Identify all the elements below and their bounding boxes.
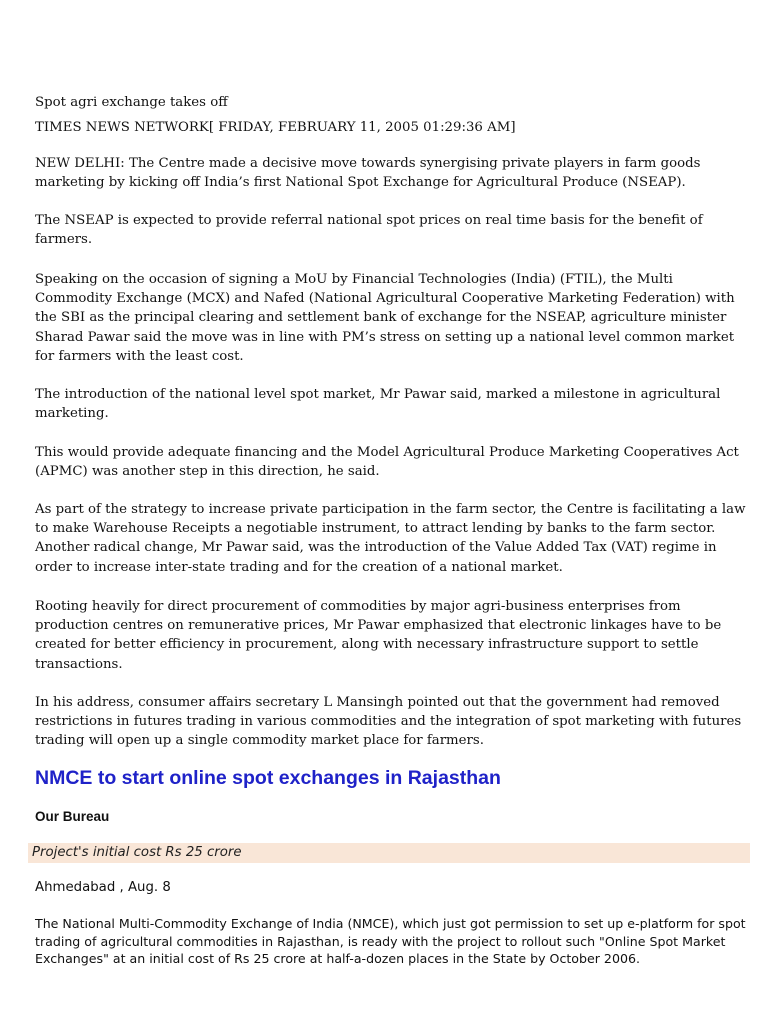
paragraph: The National Multi-Commodity Exchange of India (NMCE), which just got permission to set up e-platform for spot trading of agricultural commodities in Rajasthan, is ready with the project to rollout such "Online Spot Market Exchanges" at an initial cost of Rs 25 crore at half-a-dozen places in the State by October 2006. <box>35 916 746 967</box>
paragraph: Rooting heavily for direct procurement of commodities by major agri-business enterprises from production centres on remunerative prices, Mr Pawar emphasized that electronic linkages have to be created for better efficiency in procurement, along with necessary infrastructure support to settle transactions. <box>35 599 722 672</box>
paragraph: As part of the strategy to increase private participation in the farm sector, the Centre is facilitating a law to make Warehouse Receipts a negotiable instrument, to attract lending by banks to the farm sector. Another radical change, Mr Pawar said, was the introduction of the Value Added Tax (VAT) regime in order to increase inter-state trading and for the creation of a national market. <box>35 502 746 575</box>
paragraph: Speaking on the occasion of signing a MoU by Financial Technologies (India) (FTIL), the Multi Commodity Exchange (MCX) and Nafed (National Agricultural Cooperative Marketing Federation) with the SBI as the principal clearing and settlement bank of exchange for the NSEAP, agriculture minister Sharad Pawar said the move was in line with PM’s stress on setting up a national level common market for farmers with the least cost. <box>35 272 735 364</box>
article-placeline: Ahmedabad , Aug. 8 <box>35 880 171 895</box>
article-byline: Our Bureau <box>35 809 110 824</box>
paragraph: The introduction of the national level spot market, Mr Pawar said, marked a milestone in agricultural marketing. <box>35 387 721 422</box>
paragraph: The NSEAP is expected to provide referral national spot prices on real time basis for the benefit of farmers. <box>35 213 703 248</box>
article-kicker: Spot agri exchange takes off <box>35 95 228 110</box>
paragraph: This would provide adequate financing and the Model Agricultural Produce Marketing Cooperatives Act (APMC) was another step in this direction, he said. <box>35 445 739 480</box>
article-subhead: Project's initial cost Rs 25 crore <box>32 845 242 860</box>
paragraph: In his address, consumer affairs secretary L Mansingh pointed out that the government had removed restrictions in futures trading in various commodities and the integration of spot marketing with futures trading will open up a single commodity market place for farmers. <box>35 695 742 749</box>
article-dateline: TIMES NEWS NETWORK[ FRIDAY, FEBRUARY 11, 2005 01:29:36 AM] <box>35 120 516 135</box>
paragraph: NEW DELHI: The Centre made a decisive move towards synergising private players in farm goods marketing by kicking off India’s first National Spot Exchange for Agricultural Produce (NSEAP). <box>35 156 701 191</box>
article-headline: NMCE to start online spot exchanges in Rajasthan <box>35 767 501 789</box>
